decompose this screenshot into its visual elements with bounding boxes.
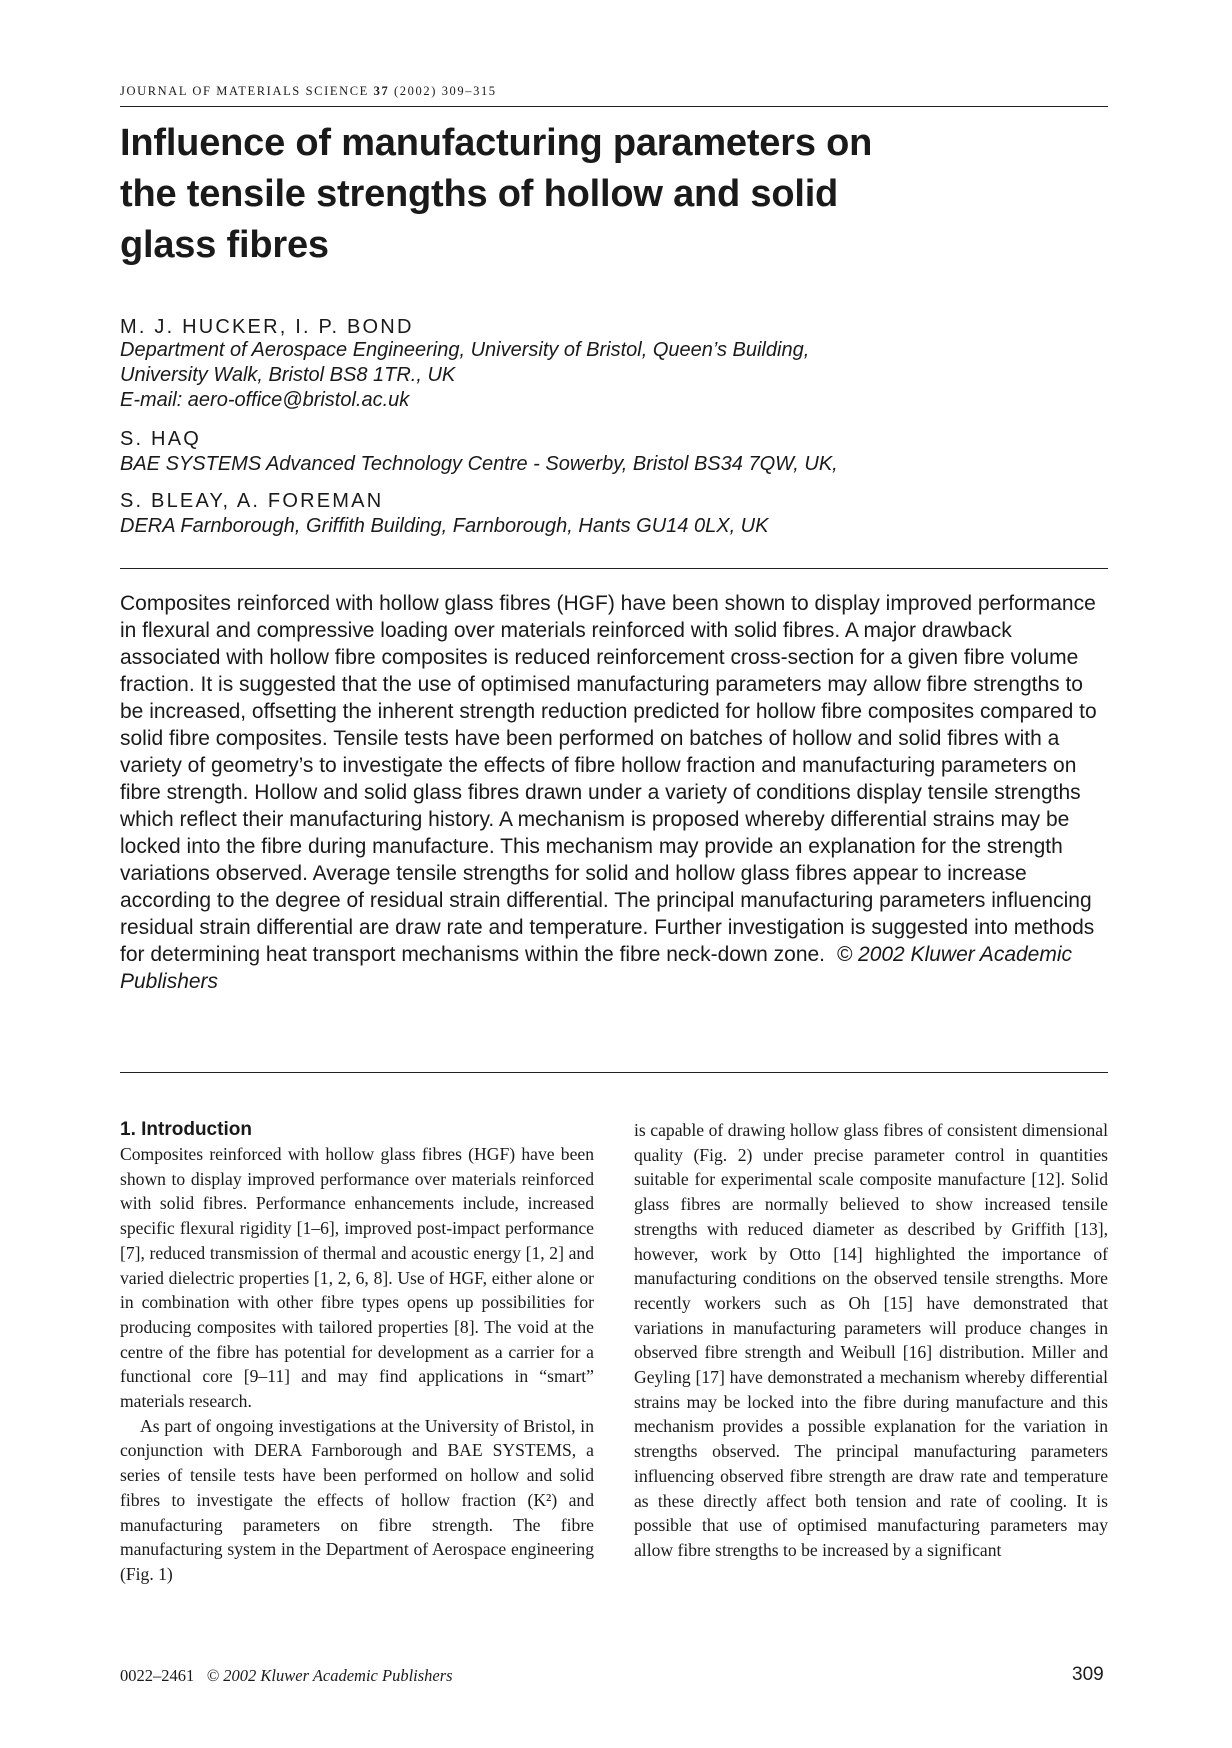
abstract-top-rule — [120, 568, 1108, 569]
body-column-right — [634, 1118, 1108, 1563]
issn: 0022–2461 — [120, 1666, 195, 1685]
affiliation-line: Department of Aerospace Engineering, University of Bristol, Queen’s Building, — [120, 339, 810, 361]
affiliation-line: DERA Farnborough, Griffith Building, Farnborough, Hants GU14 0LX, UK — [120, 515, 769, 537]
author-group-1: M. J. HUCKER, I. P. BOND — [120, 316, 414, 338]
author-group-3: S. BLEAY, A. FOREMAN — [120, 490, 384, 512]
affiliation-1 — [120, 338, 1100, 413]
affiliation-3 — [120, 514, 1100, 539]
body-paragraph: is capable of drawing hollow glass fibres of consistent dimensional quality (Fig. 2) under precise parameter control in quantities suitable for experimental scale composite manufacture [12]. Solid glass fibres are normally believed to show increased tensile strengths with reduced diameter as described by Griffith [13], however, work by Otto [14] highlighted the importance of manufacturing conditions on the observed tensile strengths. More recently workers such as Oh [15] have demonstrated that variations in manufacturing parameters will produce changes in observed fibre strength and Weibull [16] distribution. Miller and Geyling [17] have demonstrated a mechanism whereby differential strains may be locked into the fibre during manufacture and this mechanism provides a possible explanation for the variation in strengths observed. The principal manufacturing parameters influencing observed fibre strength are draw rate and temperature as these directly affect both tension and rate of cooling. It is possible that use of optimised manufacturing parameters may allow fibre strengths to be increased by a significant — [634, 1120, 1108, 1560]
paper-title: Influence of manufacturing parameters on the tensile strengths of hollow and solid glass fibres — [120, 122, 873, 266]
author-group-2: S. HAQ — [120, 428, 201, 450]
section-heading: 1. Introduction — [120, 1119, 252, 1140]
body-paragraph: As part of ongoing investigations at the University of Bristol, in conjunction with DERA Farnborough and BAE SYSTEMS, a series of tensile tests have been performed on hollow and solid fibres to investigate the effects of hollow fraction (K²) and manufacturing parameters on fibre strength. The fibre manufacturing system in the Department of Aerospace engineering (Fig. 1) — [120, 1415, 594, 1584]
journal-volume: 37 — [373, 84, 390, 98]
footer-copyright: © 2002 Kluwer Academic Publishers — [206, 1666, 453, 1685]
abstract-copyright: © 2002 Kluwer Academic Publishers — [120, 943, 1073, 993]
journal-name: JOURNAL OF MATERIALS SCIENCE — [120, 84, 369, 98]
abstract-text: Composites reinforced with hollow glass fibres (HGF) have been shown to display improved performance in flexural and compressive loading over materials reinforced with solid fibres. A major drawback associated with hollow fibre composites is reduced reinforcement cross-section for a given fibre volume fraction. It is suggested that the use of optimised manufacturing parameters may allow fibre strengths to be increased, offsetting the inherent strength reduction predicted for hollow fibre composites compared to solid fibre composites. Tensile tests have been performed on batches of hollow and solid fibres with a variety of geometry’s to investigate the effects of fibre hollow fraction and manufacturing parameters on fibre strength. Hollow and solid glass fibres drawn under a variety of conditions display tensile strengths which reflect their manufacturing history. A mechanism is proposed whereby differential strains may be locked into the fibre during manufacture. This mechanism may provide an explanation for the strength variations observed. Average tensile strengths for solid and hollow glass fibres appear to increase according to the degree of residual strain differential. The principal manufacturing parameters influencing residual strain differential are draw rate and temperature. Further investigation is suggested into methods for determining heat transport mechanisms within the fibre neck-down zone. — [120, 592, 1097, 966]
running-header — [120, 84, 497, 99]
affiliation-2 — [120, 452, 1100, 477]
footer — [120, 1666, 453, 1686]
body-paragraph: Composites reinforced with hollow glass fibres (HGF) have been shown to display improved performance over materials reinforced with solid fibres. Performance enhancements include, increased specific flexural rigidity [1–6], improved post-impact performance [7], reduced transmission of thermal and acoustic energy [1, 2] and varied dielectric properties [1, 2, 6, 8]. Use of HGF, either alone or in combination with other fibre types opens up possibilities for producing composites with tailored properties [8]. The void at the centre of the fibre has potential for development as a carrier for a functional core [9–11] and may find applications in “smart” materials research. — [120, 1144, 594, 1412]
header-rule — [120, 106, 1108, 107]
affiliation-line: BAE SYSTEMS Advanced Technology Centre - Sowerby, Bristol BS34 7QW, UK, — [120, 453, 838, 475]
abstract-bottom-rule — [120, 1072, 1108, 1073]
affiliation-email: E-mail: aero-office@bristol.ac.uk — [120, 389, 410, 411]
journal-year-pages: (2002) 309–315 — [394, 84, 497, 98]
page-number: 309 — [1072, 1664, 1104, 1685]
body-column-left — [120, 1118, 594, 1587]
affiliation-line: University Walk, Bristol BS8 1TR., UK — [120, 364, 456, 386]
abstract — [120, 590, 1108, 995]
